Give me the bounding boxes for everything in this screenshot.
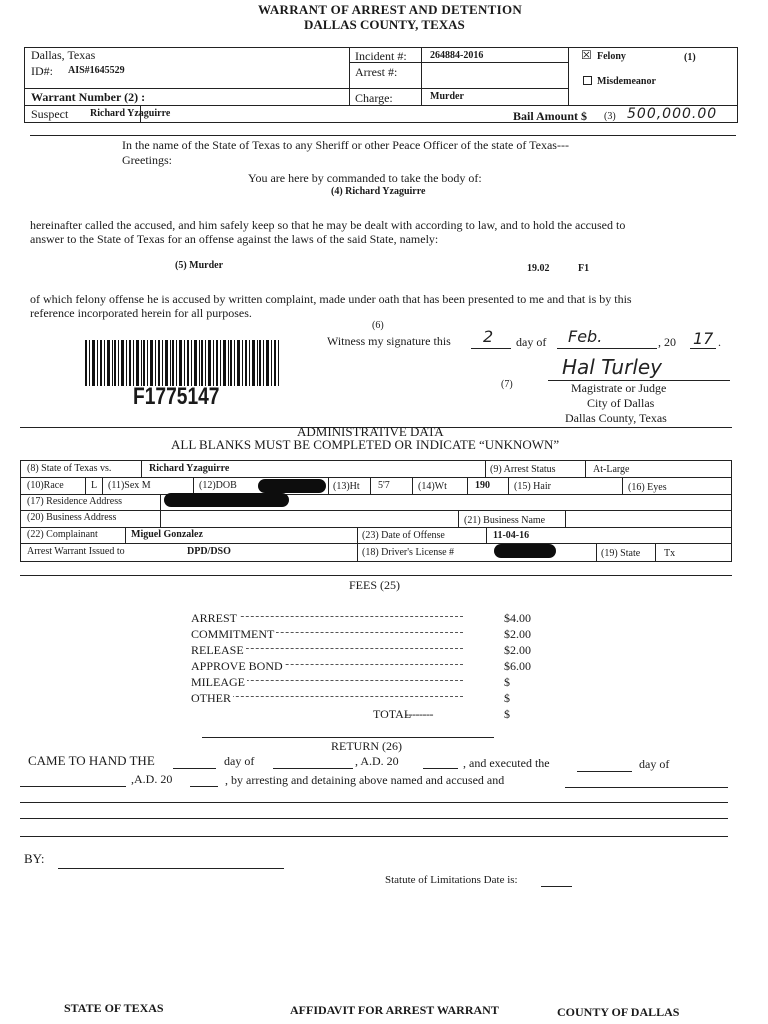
location-text: Dallas, Texas [31, 48, 96, 62]
sex-label: (11)Sex M [108, 480, 151, 491]
offense-name: (5) Murder [175, 260, 224, 271]
intro-line: In the name of the State of Texas to any Sheriff or other Peace Officer of the state of Texas--- [122, 138, 569, 152]
witness-year: 17 [693, 329, 714, 348]
greetings-text: Greetings: [122, 153, 172, 167]
signature-number: (7) [501, 379, 513, 390]
fee-item-amount: $6.00 [504, 659, 531, 673]
paragraph-2-line-2: reference incorporated herein for all purposes. [30, 306, 252, 320]
paragraph-1-line-2: answer to the State of Texas for an offense against the laws of the said State, namely: [30, 232, 439, 246]
barcode-text: F1775147 [133, 383, 220, 410]
fee-item-label: RELEASE [191, 643, 244, 657]
paragraph-2-line-1: of which felony offense he is accused by written complaint, made under oath that has been presented to me and that is by this [30, 292, 632, 306]
magistrate-signature: Hal Turley [562, 355, 663, 379]
witness-month: Feb. [568, 327, 603, 346]
fee-total-dashes: -------- [405, 707, 433, 721]
barcode-graphic [85, 340, 279, 386]
arrest-number-label: Arrest #: [355, 65, 398, 79]
magistrate-city: City of Dallas [587, 396, 655, 410]
height-label: (13)Ht [333, 481, 360, 492]
state-vs-value: Richard Yzaguirre [149, 463, 230, 474]
dob-redaction [258, 479, 326, 493]
admin-data-subtitle: ALL BLANKS MUST BE COMPLETED OR INDICATE “UNKNOWN” [171, 437, 560, 452]
fee-item-amount: $ [504, 691, 510, 705]
suspect-label: Suspect [31, 107, 69, 121]
drivers-license-redaction [494, 544, 556, 558]
magistrate-title: Magistrate or Judge [571, 381, 667, 395]
id-value: AIS#1645529 [68, 65, 125, 76]
witness-period: . [718, 335, 721, 349]
witness-text: Witness my signature this [327, 334, 451, 348]
state-vs-label: (8) State of Texas vs. [27, 463, 112, 474]
bail-amount-label: Bail Amount $ [513, 109, 588, 123]
witness-day-of: day of [516, 335, 547, 349]
fee-total-label: TOTAL [373, 707, 412, 721]
paragraph-1-line-1: hereinafter called the accused, and him safely keep so that he may be dealt with according to law, and to hold the accused to [30, 218, 626, 232]
business-address-label: (20) Business Address [27, 512, 117, 523]
return-day-of-2: day of [639, 757, 670, 771]
came-to-hand-text: CAME TO HAND THE [28, 753, 155, 768]
dob-label: (12)DOB [199, 480, 237, 491]
weight-label: (14)Wt [418, 481, 447, 492]
charge-value: Murder [430, 91, 464, 102]
fee-item-amount: $2.00 [504, 627, 531, 641]
fees-title: FEES (25) [349, 578, 400, 592]
warrant-issued-value: DPD/DSO [187, 546, 231, 557]
incident-value: 264884-2016 [430, 50, 484, 61]
document-county-title: DALLAS COUNTY, TEXAS [304, 17, 465, 32]
return-ad-20-2: ,A.D. 20 [131, 772, 173, 786]
witness-number: (6) [372, 320, 384, 331]
return-executed-text: , and executed the [463, 756, 550, 770]
fee-item-label: COMMITMENT [191, 627, 275, 641]
witness-year-prefix: , 20 [658, 335, 676, 349]
bail-number: (3) [604, 111, 616, 122]
fee-item-amount: $4.00 [504, 611, 531, 625]
return-ad-20-1: , A.D. 20 [355, 754, 399, 768]
warrant-number-label: Warrant Number (2) : [31, 90, 146, 104]
date-of-offense-value: 11-04-16 [493, 530, 530, 541]
charge-label: Charge: [355, 91, 393, 105]
complainant-value: Miguel Gonzalez [131, 529, 203, 540]
complainant-label: (22) Complainant [27, 529, 98, 540]
fee-total-amount: $ [504, 707, 510, 721]
offense-code: 19.02 [527, 263, 550, 274]
by-label: BY: [24, 851, 45, 866]
bail-amount-value: 500,000.00 [627, 106, 718, 122]
race-value: L [91, 480, 98, 491]
id-label: ID#: [31, 64, 53, 78]
felony-label: Felony [597, 51, 626, 62]
fee-item-amount: $ [504, 675, 510, 689]
residence-redaction [164, 493, 289, 507]
magistrate-county: Dallas County, Texas [565, 411, 667, 425]
fee-item-amount: $2.00 [504, 643, 531, 657]
state-value: Tx [664, 548, 676, 559]
fee-item-label: MILEAGE [191, 675, 245, 689]
return-arresting-text: , by arresting and detaining above named and accused and [225, 773, 505, 787]
document-title: WARRANT OF ARREST AND DETENTION [258, 2, 523, 17]
hair-label: (15) Hair [514, 481, 551, 492]
return-title: RETURN (26) [331, 739, 402, 753]
suspect-value: Richard Yzaguirre [90, 108, 171, 119]
warrant-issued-label: Arrest Warrant Issued to [27, 546, 125, 557]
felony-number: (1) [684, 52, 696, 63]
fee-item-label: OTHER [191, 691, 231, 705]
eyes-label: (16) Eyes [628, 482, 667, 493]
height-value: 5'7 [378, 480, 390, 491]
business-name-label: (21) Business Name [464, 515, 546, 526]
accused-name: (4) Richard Yzaguirre [331, 186, 426, 197]
residence-address-label: (17) Residence Address [27, 496, 122, 507]
drivers-license-label: (18) Driver's License # [362, 547, 455, 558]
footer-affidavit-title: AFFIDAVIT FOR ARREST WARRANT [290, 1003, 499, 1017]
race-label: (10)Race [27, 480, 64, 491]
statute-text: Statute of Limitations Date is: [385, 874, 518, 886]
felony-checkbox[interactable]: ☒ [581, 48, 592, 62]
offense-class: F1 [578, 263, 590, 274]
fee-item-label: APPROVE BOND [191, 659, 283, 673]
witness-day: 2 [483, 327, 494, 346]
incident-label: Incident #: [355, 49, 407, 63]
misdemeanor-label: Misdemeanor [597, 76, 656, 87]
command-text: You are here by commanded to take the body of: [248, 171, 482, 185]
weight-value: 190 [475, 480, 490, 491]
admin-data-title: ADMINISTRATIVE DATA [297, 424, 444, 439]
footer-state: STATE OF TEXAS [64, 1001, 164, 1015]
arrest-status-label: (9) Arrest Status [490, 464, 556, 475]
return-day-of-1: day of [224, 754, 255, 768]
fee-item-label: ARREST [191, 611, 238, 625]
date-of-offense-label: (23) Date of Offense [362, 530, 445, 541]
misdemeanor-checkbox[interactable] [583, 76, 592, 85]
footer-county: COUNTY OF DALLAS [557, 1005, 680, 1019]
barcode [85, 340, 279, 386]
state-label: (19) State [601, 548, 641, 559]
arrest-status-value: At-Large [593, 464, 630, 475]
